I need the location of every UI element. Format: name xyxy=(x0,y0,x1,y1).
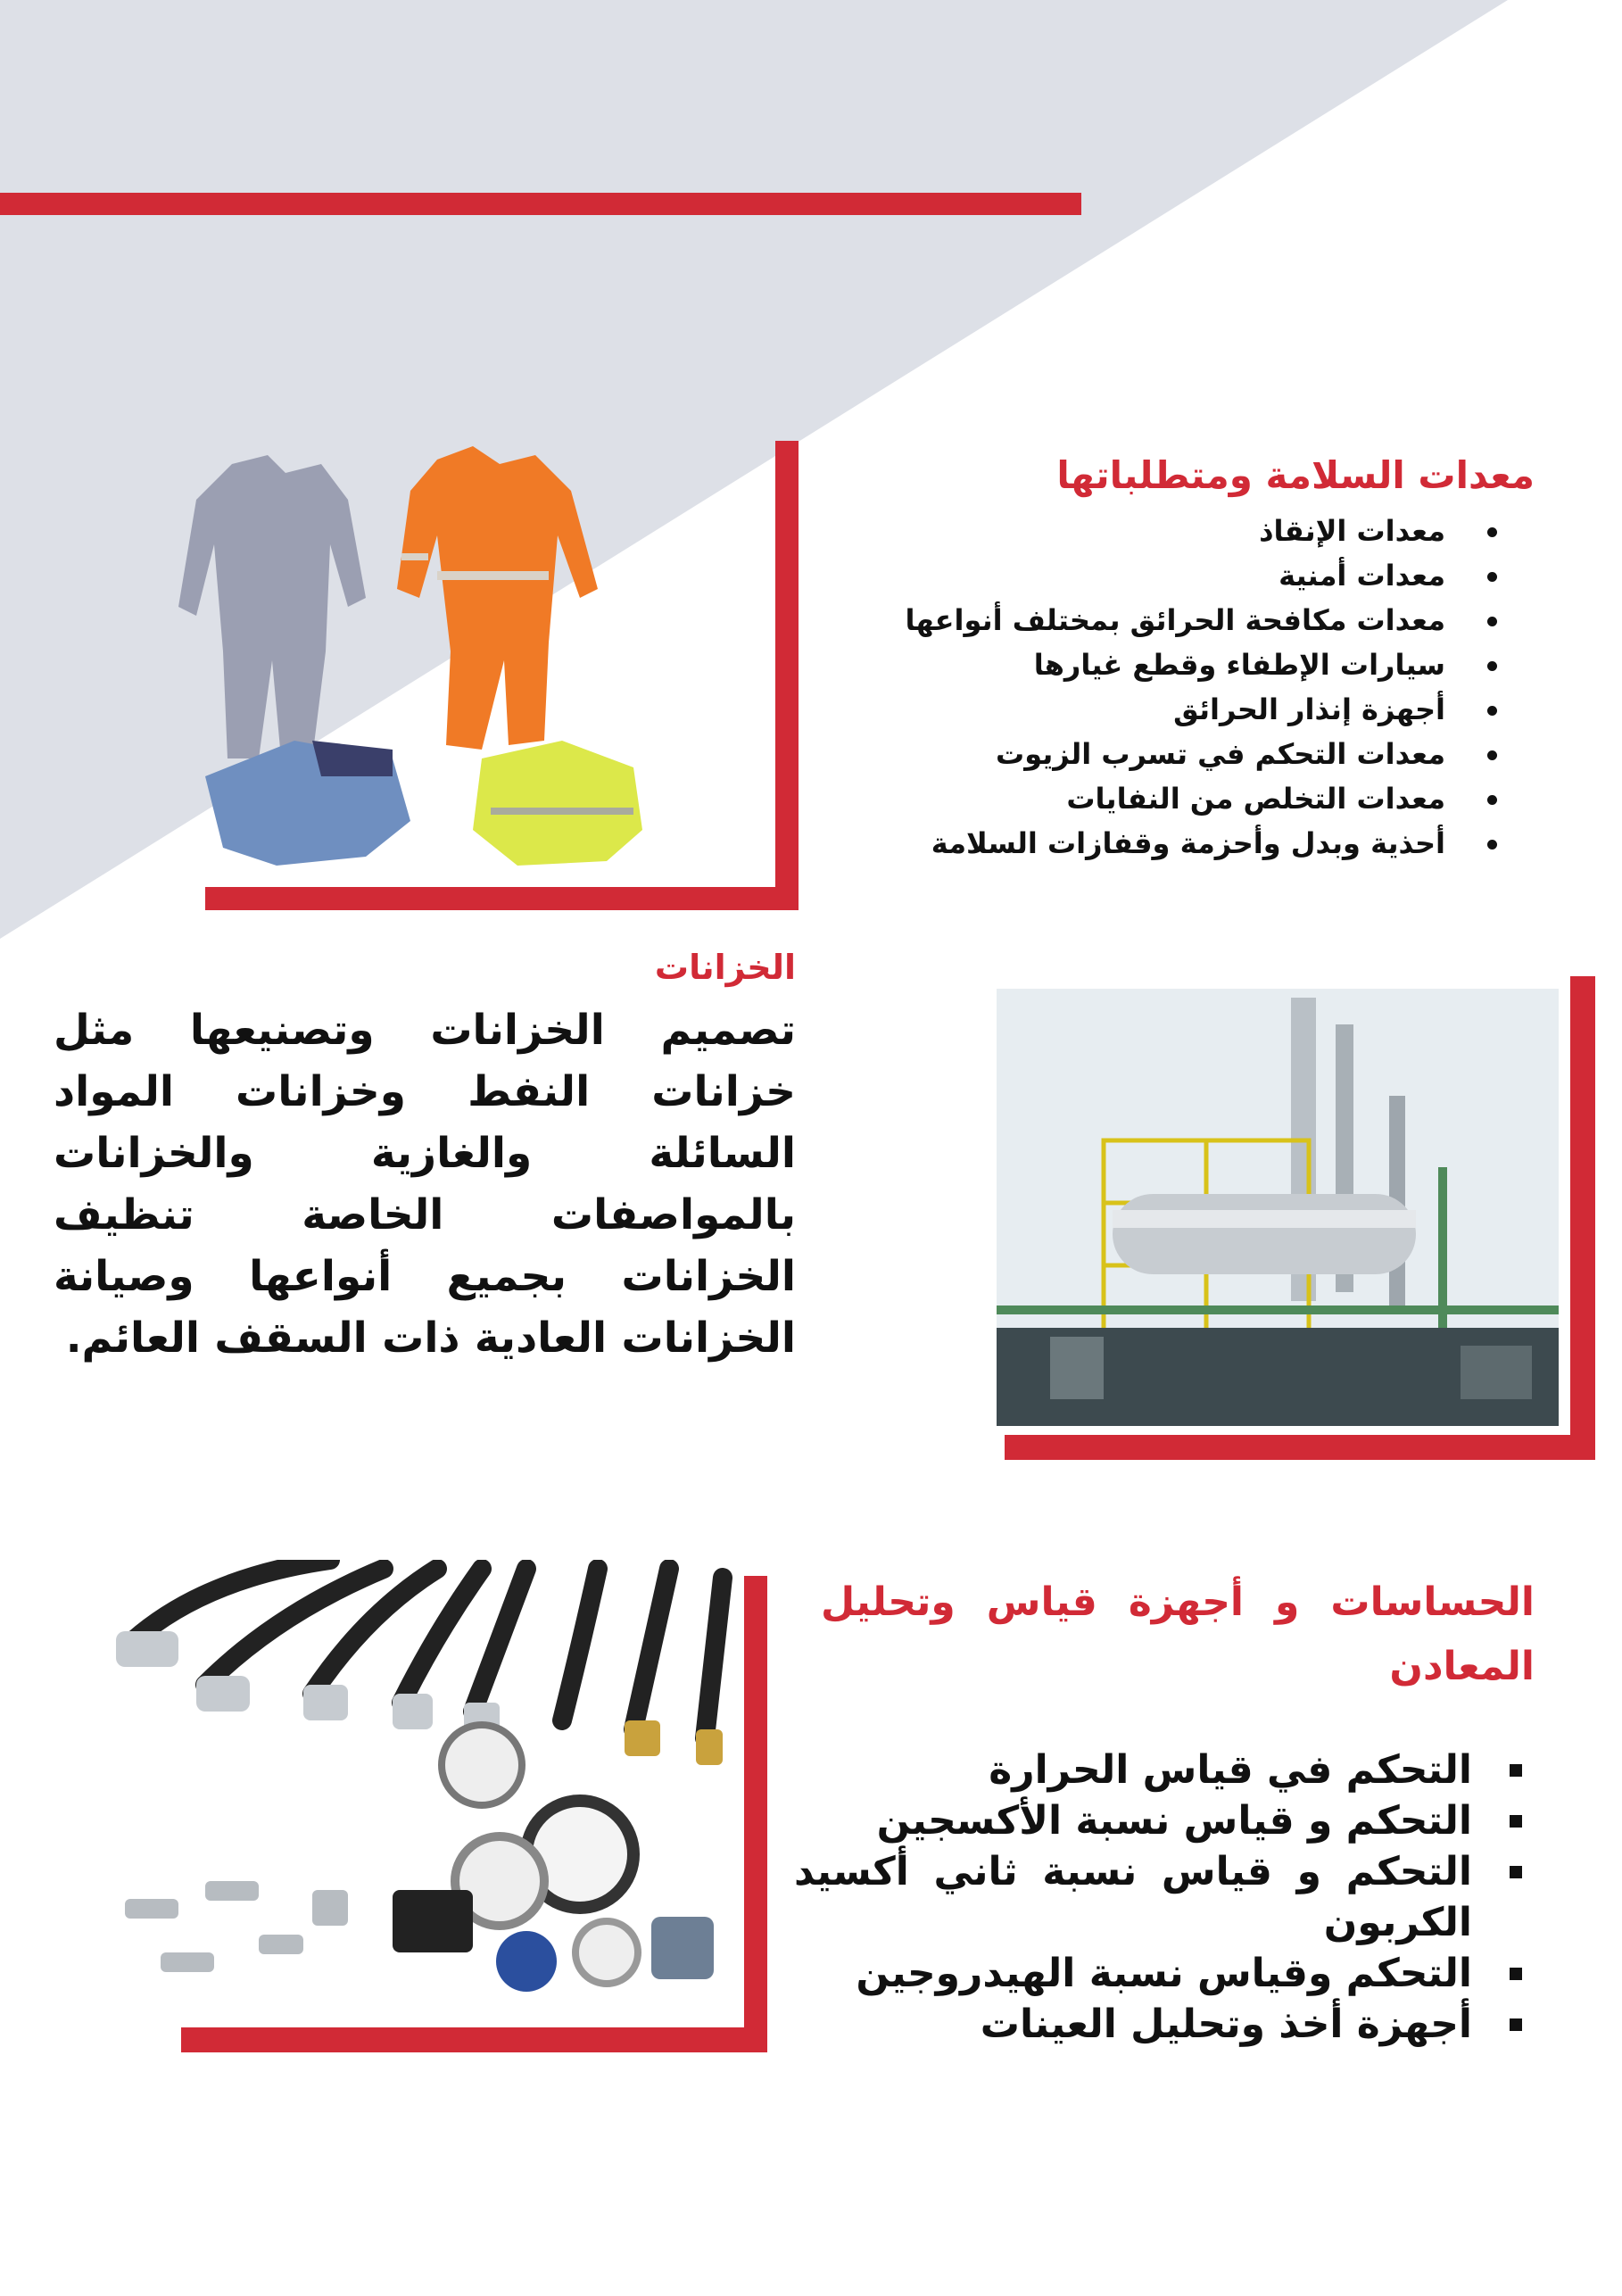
refinery-image xyxy=(997,989,1559,1426)
list-item: معدات أمنية xyxy=(857,553,1517,598)
tanks-frame-vertical xyxy=(1570,976,1595,1460)
sensors-title: الحساسات و أجهزة قياس وتحليل المعادن xyxy=(821,1579,1535,1689)
list-item: أجهزة إنذار الحرائق xyxy=(857,687,1517,732)
top-accent-bar xyxy=(0,193,1081,215)
safety-clothing-image xyxy=(98,437,763,883)
sensors-frame-vertical xyxy=(744,1576,767,2052)
list-item: سيارات الإطفاء وقطع غيارها xyxy=(857,642,1517,687)
bullet-icon xyxy=(1487,617,1497,626)
tanks-frame-horizontal xyxy=(1005,1435,1595,1460)
sensors-frame-horizontal xyxy=(181,2027,767,2052)
square-bullet-icon xyxy=(1510,1764,1522,1777)
tanks-description: تصميم الخزانات وتصنيعها مثل خزانات النفط وخزانات المواد السائلة والغازية والخزانات بالمواصفات الخاصة تنظيف الخزانات بجميع أنواعها وصيانة الخزانات العادية ذات السقف العائم. xyxy=(54,1006,796,1363)
list-item: التحكم في قياس الحرارة xyxy=(794,1745,1543,1795)
square-bullet-icon xyxy=(1510,1815,1522,1828)
list-item: أحذية وبدل وأحزمة وقفازات السلامة xyxy=(857,821,1517,866)
hoses-gauges-image xyxy=(98,1560,739,2006)
safety-title: معدات السلامة ومتطلباتها xyxy=(1056,453,1535,497)
bullet-icon xyxy=(1487,795,1497,805)
list-item: معدات مكافحة الحرائق بمختلف أنواعها xyxy=(857,598,1517,642)
sensors-list xyxy=(794,1745,1543,2050)
list-item: التحكم و قياس نسبة ثاني أكسيد الكربون xyxy=(794,1846,1543,1948)
square-bullet-icon xyxy=(1510,1968,1522,1980)
safety-frame-vertical xyxy=(775,441,799,910)
bullet-icon xyxy=(1487,527,1497,537)
bullet-icon xyxy=(1487,572,1497,582)
list-item: التحكم وقياس نسبة الهيدروجين xyxy=(794,1948,1543,1999)
square-bullet-icon xyxy=(1510,1866,1522,1878)
square-bullet-icon xyxy=(1510,2018,1522,2031)
list-item: معدات التحكم في تسرب الزيوت xyxy=(857,732,1517,776)
list-item: أجهزة أخذ وتحليل العينات xyxy=(794,1999,1543,2050)
list-item: معدات الإنقاذ xyxy=(857,509,1517,553)
list-item: معدات التخلص من النفايات xyxy=(857,776,1517,821)
bullet-icon xyxy=(1487,750,1497,760)
safety-frame-horizontal xyxy=(205,887,799,910)
safety-list xyxy=(857,509,1517,866)
tanks-title: الخزانات xyxy=(654,948,796,987)
bullet-icon xyxy=(1487,706,1497,716)
bullet-icon xyxy=(1487,661,1497,671)
bullet-icon xyxy=(1487,840,1497,850)
list-item: التحكم و قياس نسبة الأكسجين xyxy=(794,1795,1543,1846)
